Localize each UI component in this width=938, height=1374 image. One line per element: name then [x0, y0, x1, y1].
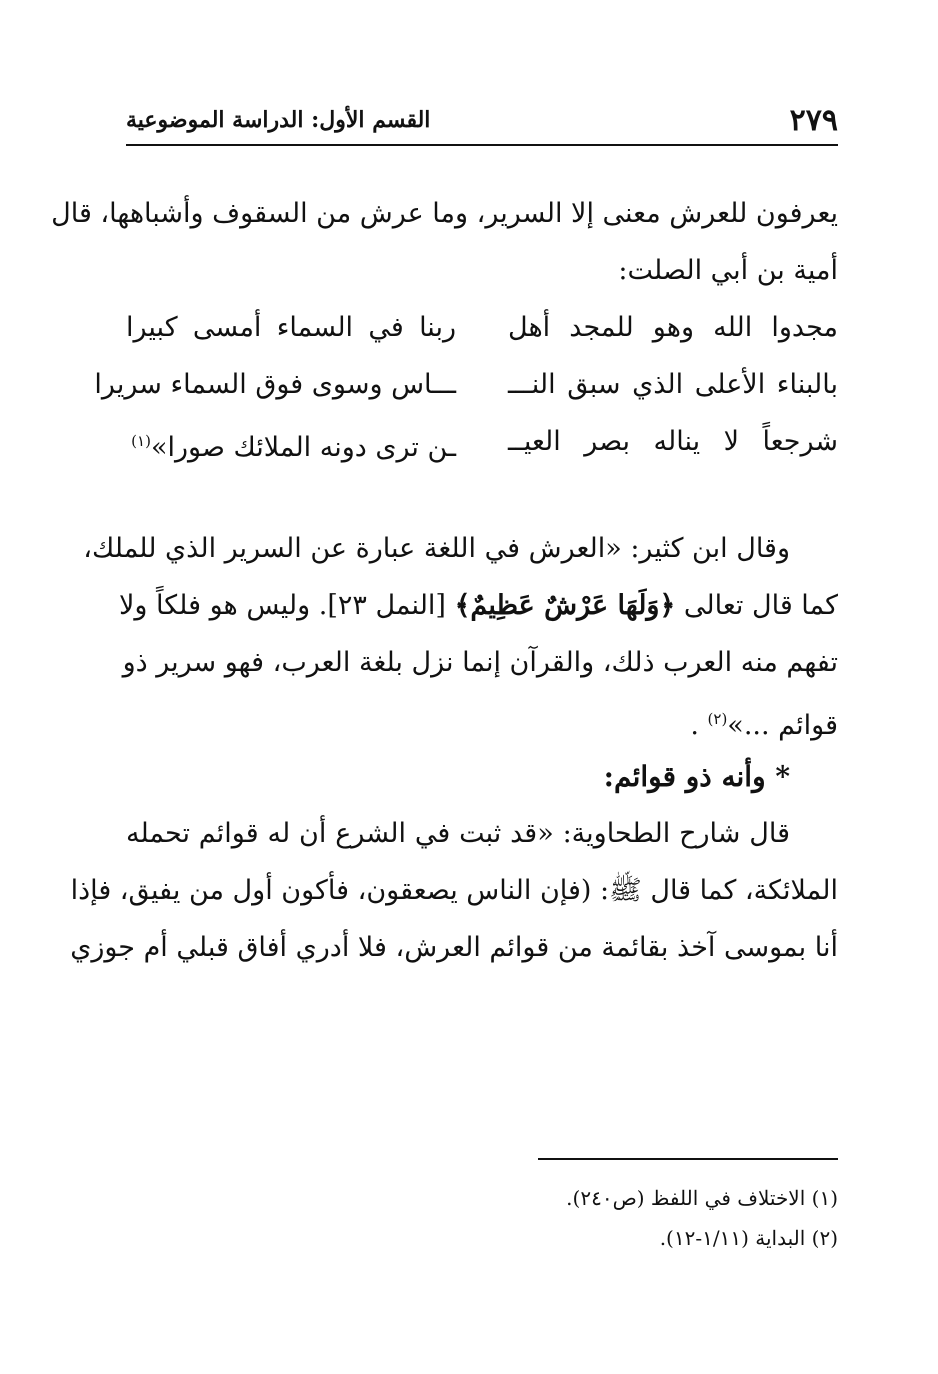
paragraph-line: الملائكة، كما قال ﷺ: (فإن الناس يصعقون، فأكون أول من يفيق، فإذا	[70, 875, 838, 906]
text-segment: [النمل ٢٣]. وليس هو فلكاً ولا	[119, 590, 446, 621]
main-text	[51, 185, 838, 976]
page-header	[126, 96, 838, 146]
paragraph-line: تفهم منه العرب ذلك، والقرآن إنما نزل بلغة العرب، فهو سرير ذو	[122, 647, 838, 678]
running-title: القسم الأول: الدراسة الموضوعية	[126, 107, 431, 133]
verse-first-hemistich: مجدوا الله وهو للمجد أهل	[508, 312, 838, 343]
page-number: ٢٧٩	[789, 102, 838, 138]
verse-second-hemistich: ربنا في السماء أمسى كبيرا	[126, 312, 456, 343]
paragraph-line: أنا بموسى آخذ بقائمة من قوائم العرش، فلا أدري أفاق قبلي أم جوزي	[70, 932, 838, 963]
paragraph-line	[119, 577, 838, 634]
verse-text: ـن ترى دونه الملائك صورا»	[150, 432, 456, 463]
spacer	[126, 470, 838, 520]
poem-verse	[94, 356, 838, 413]
section-heading: * وأنه ذو قوائم:	[603, 760, 790, 793]
poem-verse	[126, 299, 838, 356]
footnote-mark: (١)	[131, 432, 151, 450]
paragraph-line: أمية بن أبي الصلت:	[618, 255, 838, 286]
text-segment: .	[690, 710, 699, 741]
verse-second-hemistich	[126, 413, 456, 470]
paragraph-line: يعرفون للعرش معنى إلا السرير، وما عرش من السقوف وأشباهها، قال	[51, 198, 838, 229]
quran-verse: ﴿وَلَهَا عَرْشٌ عَظِيمٌ﴾	[454, 590, 676, 621]
paragraph-line: قال شارح الطحاوية: «قد ثبت في الشرع أن له قوائم تحمله	[126, 818, 790, 849]
footnote-separator	[538, 1158, 838, 1160]
verse-second-hemistich: ـــاس وسوى فوق السماء سريرا	[94, 369, 456, 400]
verse-first-hemistich: بالبناء الأعلى الذي سبق النـــ	[508, 369, 838, 400]
text-segment: كما قال تعالى	[683, 590, 838, 621]
text-segment: قوائم ...»	[727, 710, 838, 741]
footnote: (١) الاختلاف في اللفظ (ص٢٤٠).	[566, 1186, 838, 1210]
footnote-mark: (٢)	[707, 710, 728, 728]
footnote: (٢) البداية (١/١١-١٢).	[659, 1226, 838, 1250]
footnotes	[126, 1178, 838, 1258]
poem-verse	[126, 413, 838, 470]
paragraph-line	[126, 691, 838, 748]
verse-first-hemistich: شرجعاً لا يناله بصر العيــ	[508, 426, 838, 457]
paragraph-line: وقال ابن كثير: «العرش في اللغة عبارة عن السرير الذي للملك،	[83, 533, 790, 564]
